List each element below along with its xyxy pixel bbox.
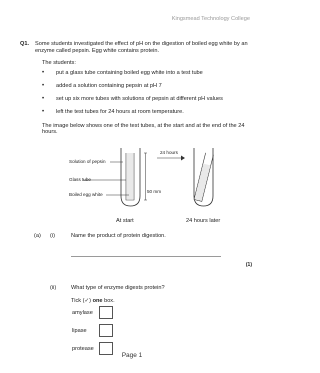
part-a-i-question: Name the product of protein digestion. xyxy=(71,233,166,239)
arrow-head-icon xyxy=(181,156,185,161)
start-egg-white xyxy=(126,153,133,200)
bullet-icon: • xyxy=(42,96,45,102)
label-24-hours: 24 hours xyxy=(160,150,178,155)
option-lipase-checkbox[interactable] xyxy=(99,324,113,337)
tick-instruction-suffix: box. xyxy=(102,298,115,304)
label-pepsin: Solution of pepsin xyxy=(69,159,106,164)
school-name: Kingsmead Technology College xyxy=(171,16,250,22)
marks-indicator: (1) xyxy=(245,262,252,268)
option-amylase-checkbox[interactable] xyxy=(99,306,113,319)
step-text: put a glass tube containing boiled egg white into a test tube xyxy=(56,70,203,76)
bullet-icon: • xyxy=(42,83,45,89)
option-amylase-label: amylase xyxy=(72,310,93,316)
step-text: left the test tubes for 24 hours at room temperature. xyxy=(56,109,184,115)
question-intro: Some students investigated the effect of pH on the digestion of boiled egg white by an enzyme called pepsin. Egg white contains protein. xyxy=(35,41,248,54)
part-a-ii-label: (ii) xyxy=(50,285,57,291)
page-number: Page 1 xyxy=(121,352,143,359)
step-text: set up six more tubes with solutions of pepsin at different pH values xyxy=(56,96,223,102)
tick-instruction-one: one xyxy=(92,298,103,304)
tick-instruction-prefix: Tick (✓) xyxy=(71,298,93,304)
part-a-ii-question: What type of enzyme digests protein? xyxy=(71,285,165,291)
question-number: Q1. xyxy=(20,41,30,47)
tick-instruction xyxy=(71,298,115,304)
part-a-label: (a) xyxy=(34,233,41,239)
label-egg-white: Boiled egg white xyxy=(69,192,103,197)
bullet-icon: • xyxy=(42,70,45,76)
option-protease-label: protease xyxy=(72,346,94,352)
label-length: 50 mm xyxy=(147,189,162,194)
image-description: The image below shows one of the test tubes, at the start and at the end of the 24 hours. xyxy=(42,123,245,135)
step-text: added a solution containing pepsin at pH 7 xyxy=(56,83,162,89)
label-glass-tube: Glass tube xyxy=(69,177,91,182)
later-egg-white xyxy=(194,164,210,201)
answer-line[interactable] xyxy=(71,256,221,257)
part-a-i-label: (i) xyxy=(50,233,55,239)
students-label: The students: xyxy=(42,60,76,66)
caption-start: At start xyxy=(116,218,134,224)
option-lipase-label: lipase xyxy=(72,328,87,334)
caption-later: 24 hours later xyxy=(186,218,221,224)
bullet-icon: • xyxy=(42,109,45,115)
